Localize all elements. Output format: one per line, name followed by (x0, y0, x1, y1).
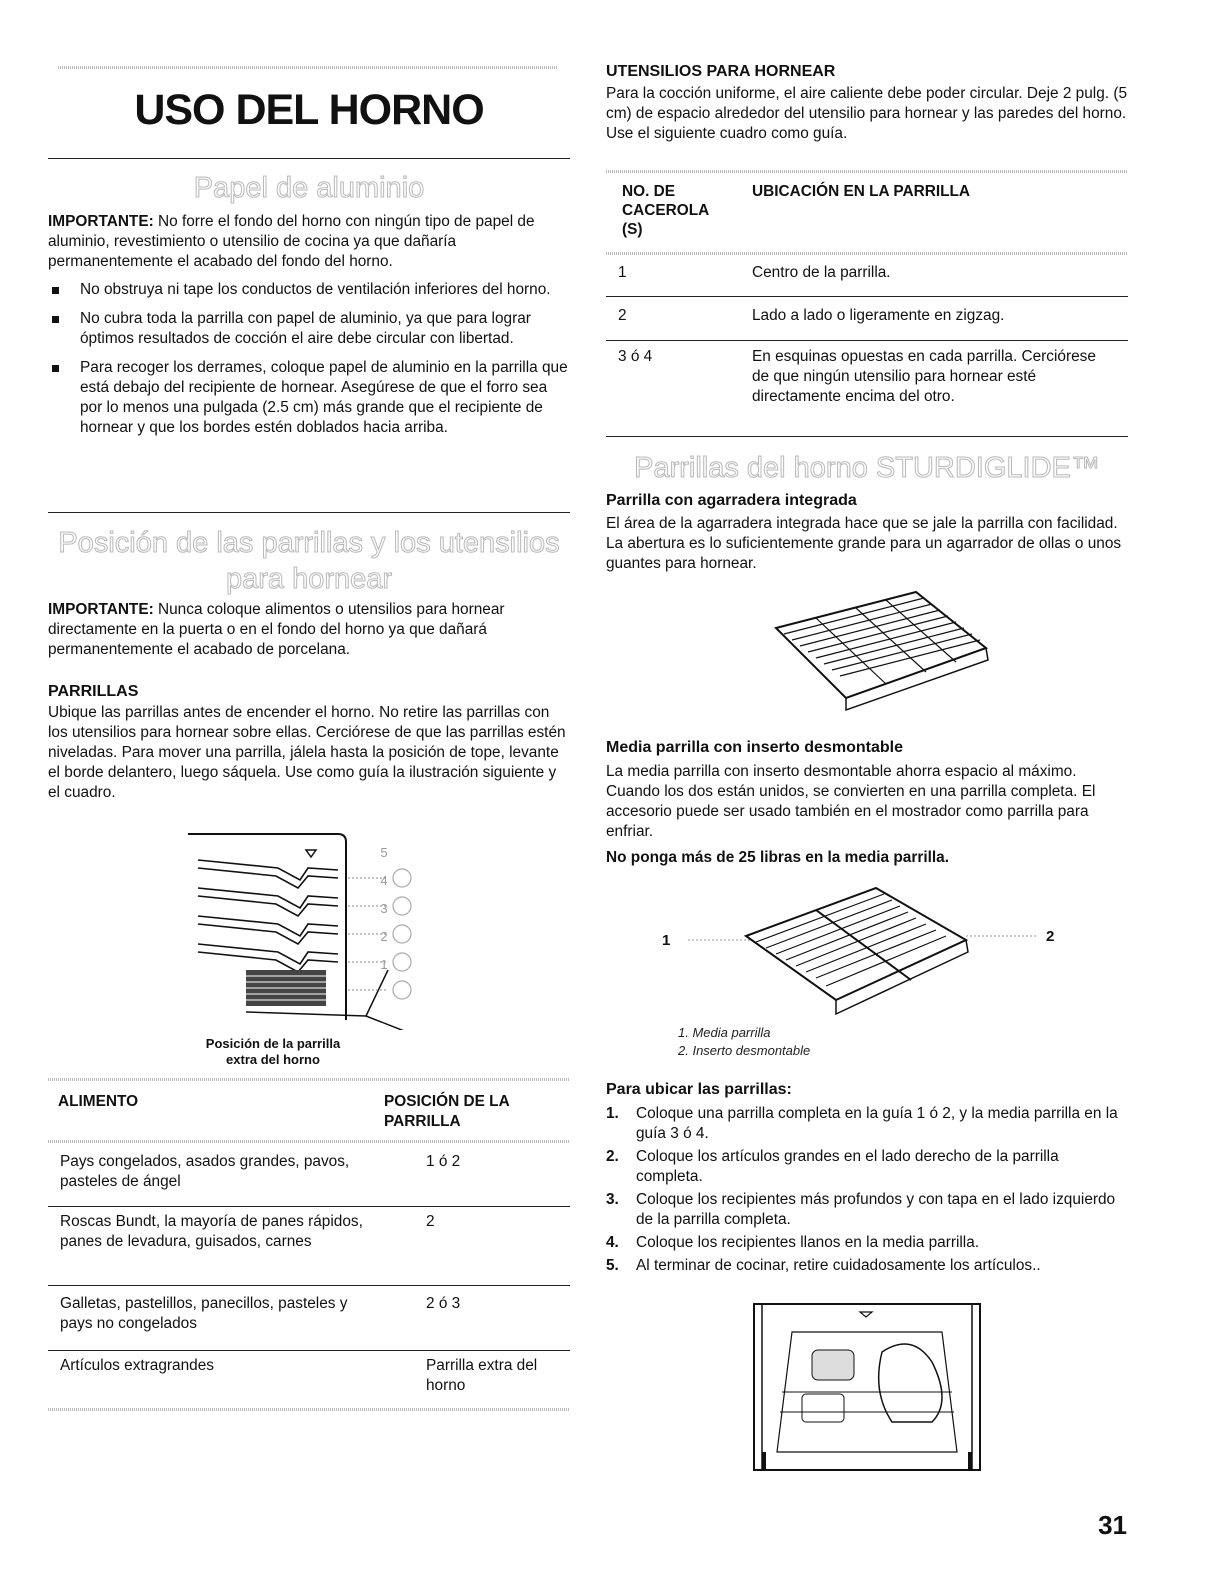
table-cell: 2 (426, 1213, 435, 1230)
table-cell: 2 (618, 307, 627, 324)
divider (606, 170, 1128, 173)
ubicar-heading: Para ubicar las parrillas: (606, 1081, 792, 1098)
position-label: 5 (380, 845, 388, 860)
important-note-posicion (48, 600, 570, 660)
section-title-sturdiglide: Parrillas del horno STURDIGLIDE™ (634, 452, 1100, 484)
step-number: 5. (606, 1257, 619, 1274)
divider (48, 158, 570, 159)
diagram-caption-line: Posición de la parrilla (205, 1036, 341, 1051)
table-cell: Centro de la parrilla. (752, 264, 891, 281)
weight-warning: No ponga más de 25 libras en la media parrilla. (606, 849, 949, 866)
diagram-caption (188, 1036, 358, 1068)
full-rack-illustration (736, 588, 1006, 712)
important-label: IMPORTANTE: (48, 213, 154, 230)
aluminio-bullet-list (48, 280, 570, 447)
section-title-posicion-1: Posición de las parrillas y los utensilios (58, 527, 560, 559)
header-line: (S) (622, 221, 643, 238)
list-item (606, 1256, 1128, 1276)
divider (58, 66, 558, 69)
list-item (606, 1190, 1128, 1230)
page-number: 31 (1098, 1510, 1127, 1540)
rack-positions-diagram (188, 830, 458, 1030)
section-title-aluminio: Papel de aluminio (193, 172, 425, 204)
step-text: Coloque los recipientes llanos en la media parrilla. (636, 1234, 980, 1251)
half-rack-captions (678, 1024, 810, 1060)
half-rack-illustration (676, 880, 1056, 1020)
table-header-alimento: ALIMENTO (58, 1093, 139, 1110)
table-cell: Pays congelados, asados grandes, pavos, pasteles de ángel (60, 1153, 350, 1190)
position-label: 2 (380, 929, 388, 944)
table-cell: En esquinas opuestas en cada parrilla. Cerciórese de que ningún utensilio para hornear esté directamente encima del otro. (752, 348, 1096, 405)
table-cell: Roscas Bundt, la mayoría de panes rápidos, panes de levadura, guisados, carnes (60, 1213, 363, 1250)
caption-line: 1. Media parrilla (678, 1025, 771, 1040)
divider (48, 512, 570, 513)
step-number: 1. (606, 1105, 619, 1122)
divider (48, 1206, 570, 1207)
table-cell: Parrilla extra del horno (426, 1357, 538, 1394)
table-cell: 2 ó 3 (426, 1295, 461, 1312)
caption-line: 2. Inserto desmontable (678, 1043, 811, 1058)
step-text: Coloque los recipientes más profundos y con tapa en el lado izquierdo de la parrilla completa. (636, 1191, 1116, 1228)
step-text: Al terminar de cocinar, retire cuidadosamente los artículos.. (636, 1257, 1041, 1274)
position-label: 3 (380, 901, 388, 916)
table-cell: 1 ó 2 (426, 1153, 461, 1170)
divider (48, 1408, 570, 1411)
parrillas-heading: PARRILLAS (48, 683, 139, 700)
divider (606, 296, 1128, 297)
position-label: 4 (380, 873, 388, 888)
ubicar-steps (606, 1104, 1128, 1279)
page-title: USO DEL HORNO (134, 86, 484, 134)
table-header-ubicacion: UBICACIÓN EN LA PARRILLA (752, 183, 971, 200)
table-header-posicion: POSICIÓN DE LA PARRILLA (384, 1093, 510, 1130)
table-header-cacerola (622, 182, 709, 239)
parrillas-text: Ubique las parrillas antes de encender el horno. No retire las parrillas con los utensilios para hornear sobre ellas. Cerciórese de que las parrillas estén niveladas. Para mover una parrilla, jálela hasta la posición de tope, levante el borde delantero, luego sáquela. Use como guía la ilustración siguiente y el cuadro. (48, 704, 566, 801)
callout-1: 1 (662, 932, 671, 949)
divider (606, 252, 1128, 255)
table-cell: Artículos extragrandes (60, 1357, 214, 1374)
divider (48, 1285, 570, 1286)
step-text: Coloque los artículos grandes en el lado derecho de la parrilla completa. (636, 1148, 1059, 1185)
important-text: Nunca coloque alimentos o utensilios para hornear directamente en la puerta o en el fondo del horno ya que dañará permanentemente el acabado de porcelana. (48, 601, 505, 658)
important-text: No forre el fondo del horno con ningún tipo de papel de aluminio, revestimiento o utensilio de cocina ya que dañaría permanentemente el acabado del fondo del horno. (48, 213, 535, 270)
table-cell: 3 ó 4 (618, 348, 653, 365)
utensilios-text: Para la cocción uniforme, el aire caliente debe poder circular. Deje 2 pulg. (5 cm) de espacio alrededor del utensilio para hornear y las paredes del horno. Use el siguiente cuadro como guía. (606, 85, 1128, 142)
divider (48, 1140, 570, 1143)
step-number: 3. (606, 1191, 619, 1208)
step-number: 2. (606, 1148, 619, 1165)
sub-text: La media parrilla con inserto desmontable ahorra espacio al máximo. Cuando los dos están unidos, se convierten en una parrilla completa. El accesorio puede ser usado también en el mostrador como parrilla para enfriar. (606, 763, 1096, 840)
position-label: 1 (380, 957, 388, 972)
step-number: 4. (606, 1234, 619, 1251)
table-cell: 1 (618, 264, 627, 281)
divider (606, 340, 1128, 341)
table-cell: Galletas, pastelillos, panecillos, pasteles y pays no congelados (60, 1295, 348, 1332)
section-title-posicion-2: para hornear (225, 563, 393, 595)
list-item (606, 1104, 1128, 1144)
header-line: CACEROLA (622, 202, 710, 219)
list-item (606, 1147, 1128, 1187)
step-text: Coloque una parrilla completa en la guía 1 ó 2, y la media parrilla en la guía 3 ó 4. (636, 1105, 1118, 1142)
list-item (606, 1233, 1128, 1253)
table-cell: Lado a lado o ligeramente en zigzag. (752, 307, 1005, 324)
callout-2: 2 (1046, 928, 1055, 945)
sub-heading: Parrilla con agarradera integrada (606, 492, 857, 509)
list-item: No cubra toda la parrilla con papel de aluminio, ya que para lograr óptimos resultados de cocción el aire debe circular con libertad. (48, 309, 570, 349)
divider (48, 1078, 570, 1081)
oven-interior-illustration (752, 1302, 982, 1472)
sub-heading: Media parrilla con inserto desmontable (606, 739, 903, 756)
utensilios-heading: UTENSILIOS PARA HORNEAR (606, 63, 836, 80)
rack-position-labels (370, 839, 398, 979)
divider (48, 1350, 570, 1351)
header-line: NO. DE (622, 183, 676, 200)
list-item: Para recoger los derrames, coloque papel de aluminio en la parrilla que está debajo del recipiente de hornear. Asegúrese de que el forro sea por lo menos una pulgada (2.5 cm) más grande que el recipiente de hornear y que los bordes estén doblados hacia arriba. (48, 358, 570, 438)
diagram-caption-line: extra del horno (226, 1052, 320, 1067)
important-label: IMPORTANTE: (48, 601, 154, 618)
important-note-aluminio (48, 212, 570, 272)
list-item: No obstruya ni tape los conductos de ventilación inferiores del horno. (48, 280, 570, 300)
sub-text: El área de la agarradera integrada hace que se jale la parrilla con facilidad. La abertura es lo suficientemente grande para un agarrador de ollas o unos guantes para hornear. (606, 515, 1122, 572)
divider (606, 436, 1128, 437)
